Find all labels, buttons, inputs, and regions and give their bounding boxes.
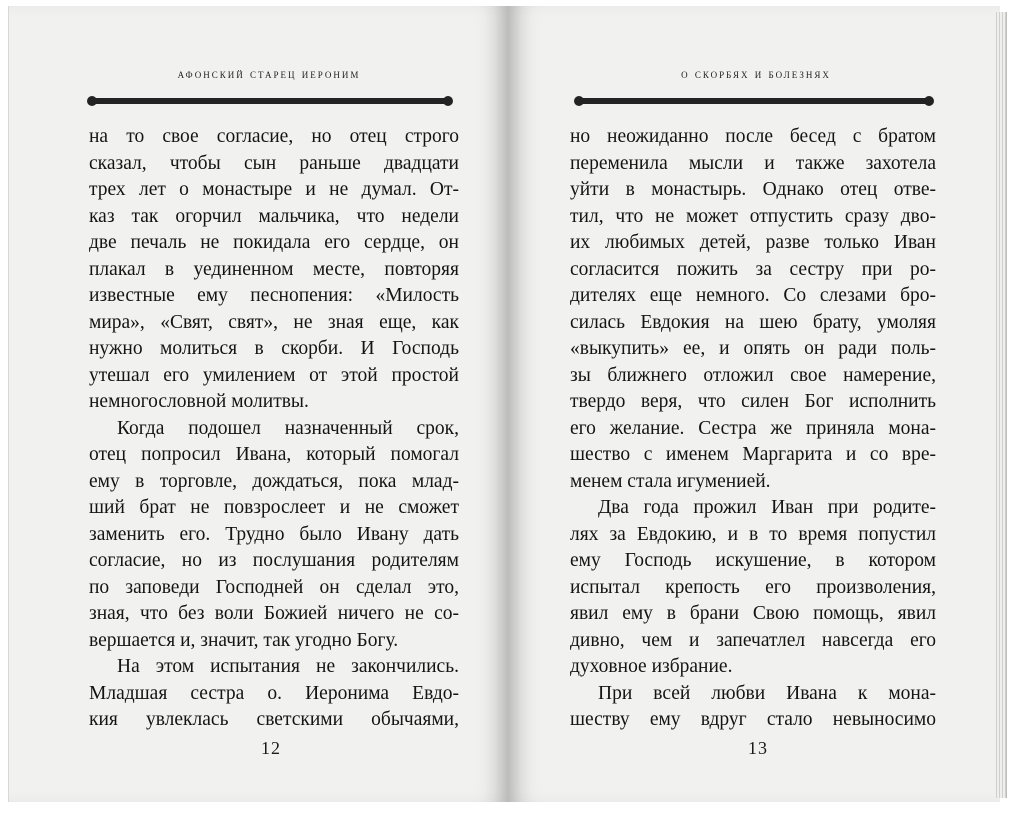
text-line: лях за Евдокию, и в то время попустил xyxy=(570,523,936,545)
text-line: известные ему песнопения: «Милость xyxy=(89,285,459,306)
text-line: заменить его. Трудно было Ивану дать xyxy=(89,523,459,545)
text-line: мира», «Свят, свят», не зная еще, как xyxy=(89,311,459,333)
text-line: шеству ему вдруг стало невыносимо xyxy=(570,709,936,730)
text-line: твердо веря, что силен Бог исполнить xyxy=(570,391,936,412)
text-line: на то свое согласие, но отец строго xyxy=(89,126,459,147)
text-line: менем стала игуменией. xyxy=(570,470,771,492)
header-rule-left xyxy=(91,98,449,104)
text-line: немногословной молитвы. xyxy=(89,391,309,412)
text-line: вершается и, значит, так угодно Богу. xyxy=(89,629,399,651)
header-rule-right xyxy=(578,98,930,104)
text-line: духовное избрание. xyxy=(570,656,733,677)
right-page xyxy=(508,6,1000,802)
text-line: тил, что не может отпустить сразу дво- xyxy=(570,205,936,227)
text-line: плакал в уединенном месте, повторяя xyxy=(89,258,459,280)
text-line: по заповеди Господней он сделал это, xyxy=(89,576,459,598)
text-line: нужно молиться в скорби. И Господь xyxy=(89,338,459,359)
text-line: Два года прожил Иван при родите- xyxy=(598,497,936,518)
text-line: уйти в монастырь. Однако отец отве- xyxy=(570,179,936,200)
running-head-left: афонский старец иероним xyxy=(177,66,361,81)
text-line: силась Евдокия на шею брату, умоляя xyxy=(570,311,936,333)
open-book xyxy=(8,6,1008,802)
page-number-right: 13 xyxy=(748,738,768,758)
text-line: их любимых детей, разве только Иван xyxy=(570,232,936,253)
body-text-right xyxy=(570,124,936,734)
text-line: На этом испытания не закончились. xyxy=(117,656,459,677)
text-line: При всей любви Ивана к мона- xyxy=(598,682,936,704)
text-line: шество с именем Маргарита и со вре- xyxy=(570,444,936,465)
text-line: отец попросил Ивана, который помогал xyxy=(89,444,459,465)
text-line: Когда подошел назначенный срок, xyxy=(117,417,459,439)
text-line: согласие, но из послушания родителям xyxy=(89,550,459,571)
text-line: «выкупить» ее, и опять он ради поль- xyxy=(570,338,936,359)
text-line: дивно, чем и запечатлел навсегда его xyxy=(570,629,936,651)
body-text-left xyxy=(89,124,459,734)
text-line: трех лет о монастыре и не думал. От- xyxy=(89,179,459,200)
left-page xyxy=(8,6,508,802)
text-line: но неожиданно после бесед с братом xyxy=(570,126,936,147)
text-line: дителях еще немного. Со слезами бро- xyxy=(570,285,936,306)
text-line: Младшая сестра о. Иеронима Евдо- xyxy=(89,682,459,704)
text-line: его желание. Сестра же приняла мона- xyxy=(570,417,936,439)
page-edges xyxy=(996,12,1007,798)
text-line: ший брат не повзрослеет и не сможет xyxy=(89,497,459,518)
text-line: сказал, чтобы сын раньше двадцати xyxy=(89,152,459,174)
text-line: ему в торговле, дождаться, пока млад- xyxy=(89,470,459,492)
running-head-right: о скорбях и болезнях xyxy=(681,66,831,81)
text-line: каз так огорчил мальчика, что недели xyxy=(89,205,459,227)
text-line: переменила мысли и также захотела xyxy=(570,152,936,174)
text-line: ему Господь искушение, в котором xyxy=(570,550,936,571)
text-line: зная, что без воли Божией ничего не со- xyxy=(89,603,459,624)
text-line: кия увлеклась светскими обычаями, xyxy=(89,709,459,730)
text-line: согласится пожить за сестру при ро- xyxy=(570,258,936,280)
text-line: утешал его умилением от этой простой xyxy=(89,364,459,386)
text-line: испытал крепость его произволения, xyxy=(570,576,936,598)
text-line: зы ближнего отложил свое намерение, xyxy=(570,364,936,386)
text-line: две печаль не покидала его сердце, он xyxy=(89,232,459,253)
text-line: явил ему в брани Свою помощь, явил xyxy=(570,603,936,624)
page-number-left: 12 xyxy=(261,738,281,758)
